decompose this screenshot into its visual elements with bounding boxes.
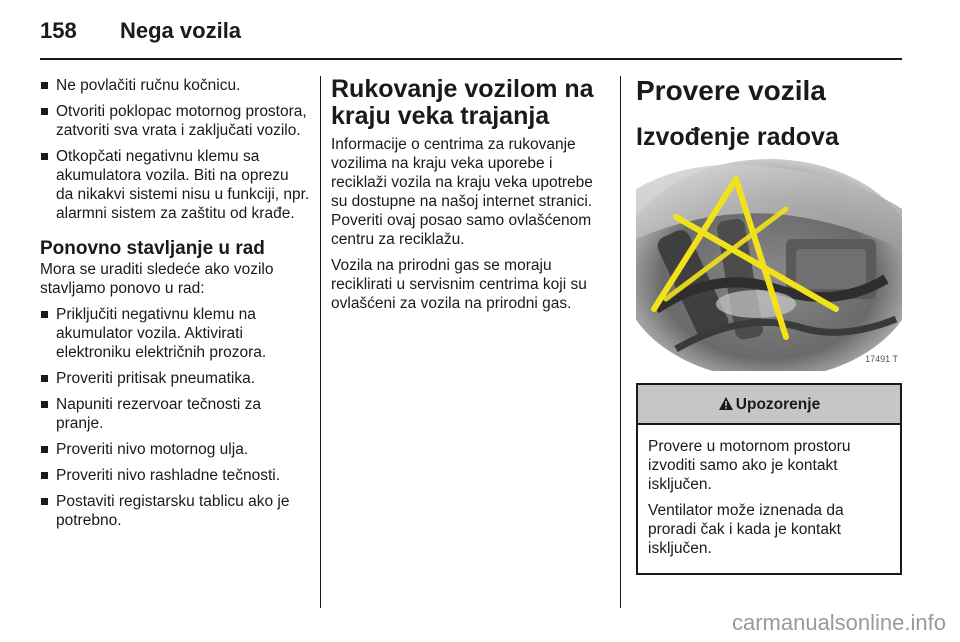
- square-bullet-icon: [41, 311, 48, 318]
- column-3: [636, 76, 902, 575]
- list-item: Proveriti nivo motornog ulja.: [40, 440, 310, 459]
- page-number: 158: [40, 18, 77, 43]
- warning-box: [636, 383, 902, 575]
- paragraph: Informacije o centrima za rukovanje vozilima na kraju veka uporebe i reciklaži vozila na kraju veka upotrebe su dostupne na našoj internet stranici. Poveriti ovaj posao samo ovlašćenom centru za reciklažu.: [331, 136, 593, 248]
- warning-header: [638, 385, 900, 425]
- paragraph: Vozila na prirodni gas se moraju reciklirati u servisnim centrima koji su ovlašćeni za vozila na prirodni gas.: [331, 257, 587, 312]
- storage-bullet-list: [40, 76, 310, 223]
- column-1: [40, 76, 310, 537]
- watermark: carmanualsonline.info: [731, 610, 946, 635]
- list-item: Otkopčati negativnu klemu sa akumulatora vozila. Biti na oprezu da nikakvi sistemi nisu u funkciji, npr. alarmni sistem za zaštitu od krađe.: [40, 147, 310, 223]
- square-bullet-icon: [41, 498, 48, 505]
- warning-triangle-icon: [718, 396, 734, 416]
- warning-title: Upozorenje: [735, 395, 821, 413]
- warning-body: [638, 425, 900, 573]
- restart-bullet-list: [40, 305, 310, 530]
- section-intro: Mora se uraditi sledeće ako vozilo stavljamo ponovo u rad:: [40, 261, 274, 297]
- section-heading-end-of-life: Rukovanje vozilom na kraju veka trajanja: [331, 75, 594, 130]
- list-item: Priključiti negativnu klemu na akumulator vozila. Aktivirati elektroniku električnih prozora.: [40, 305, 310, 362]
- column-2: [331, 76, 611, 320]
- column-divider-left: [320, 76, 321, 608]
- square-bullet-icon: [41, 108, 48, 115]
- square-bullet-icon: [41, 401, 48, 408]
- square-bullet-icon: [41, 153, 48, 160]
- warning-paragraph: Provere u motornom prostoru izvoditi samo ako je kontakt isključen.: [648, 438, 851, 493]
- subheading: Izvođenje radova: [636, 123, 839, 151]
- figure-id: 17491 T: [865, 354, 898, 364]
- square-bullet-icon: [41, 472, 48, 479]
- page-title: Nega vozila: [120, 18, 242, 43]
- warning-paragraph: Ventilator može iznenada da proradi čak i kada je kontakt isključen.: [648, 502, 844, 557]
- list-item: Proveriti pritisak pneumatika.: [40, 369, 310, 388]
- header-rule: [40, 58, 902, 60]
- list-item: Proveriti nivo rashladne tečnosti.: [40, 466, 310, 485]
- square-bullet-icon: [41, 446, 48, 453]
- square-bullet-icon: [41, 375, 48, 382]
- list-item: Otvoriti poklopac motornog prostora, zatvoriti sva vrata i zaključati vozilo.: [40, 102, 310, 140]
- list-item: Napuniti rezervoar tečnosti za pranje.: [40, 395, 310, 433]
- square-bullet-icon: [41, 82, 48, 89]
- section-heading-checks: Provere vozila: [636, 75, 826, 106]
- list-item: Ne povlačiti ručnu kočnicu.: [40, 76, 310, 95]
- list-item: Postaviti registarsku tablicu ako je potrebno.: [40, 492, 310, 530]
- section-heading: Ponovno stavljanje u rad: [40, 238, 265, 259]
- engine-bay-figure: [636, 159, 902, 371]
- column-divider-right: [620, 76, 621, 608]
